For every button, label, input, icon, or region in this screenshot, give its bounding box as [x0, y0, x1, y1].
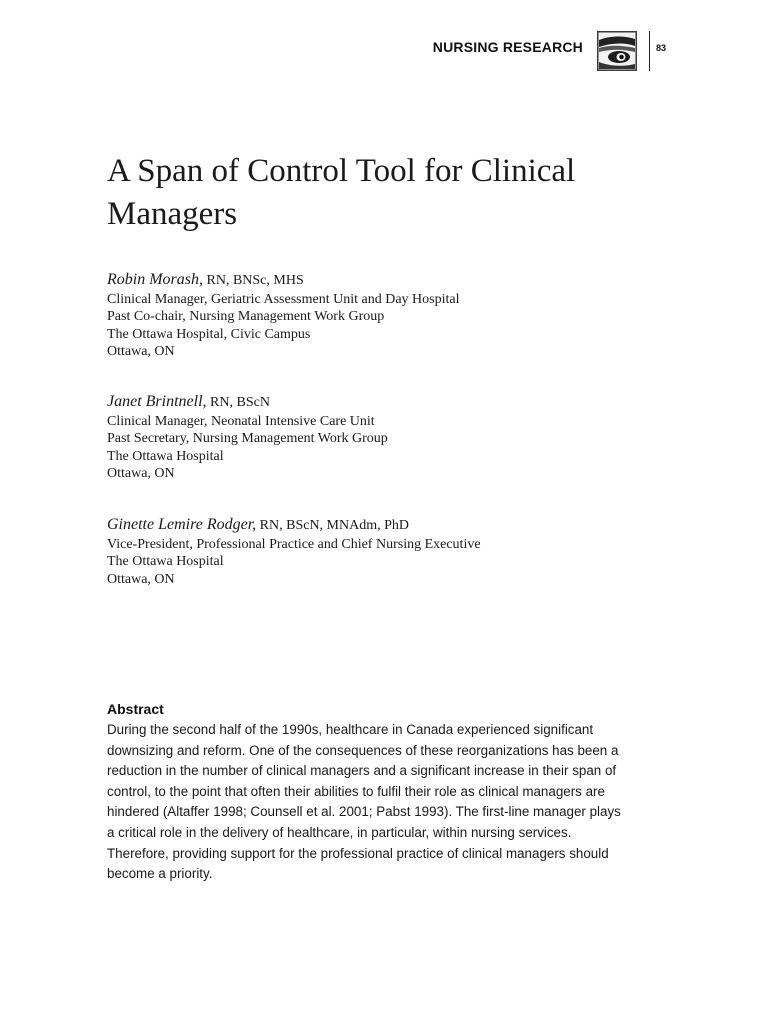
abstract-line: reduction in the number of clinical managers and a significant increase in their span of: [107, 763, 617, 779]
abstract-section: [107, 699, 652, 885]
author-block: [107, 516, 667, 588]
title-line-1: A Span of Control Tool for Clinical: [107, 153, 576, 189]
author-affiliation-line: Past Co-chair, Nursing Management Work Group: [107, 309, 385, 325]
abstract-line: control, to the point that often their abilities to fulfil their role as clinical managers are: [107, 783, 605, 799]
author-name: Ginette Lemire Rodger,: [107, 516, 257, 533]
author-credentials: RN, BScN, MNAdm, PhD: [256, 518, 410, 533]
article-title: [107, 150, 667, 236]
author-name-line: [107, 516, 667, 535]
author-affiliation-line: Clinical Manager, Geriatric Assessment Unit and Day Hospital: [107, 291, 460, 307]
header-divider: [649, 31, 650, 71]
author-name: Robin Morash,: [107, 271, 203, 288]
author-block: [107, 393, 667, 483]
author-name: Janet Brintnell,: [107, 393, 207, 410]
author-credentials: RN, BNSc, MHS: [203, 273, 304, 288]
section-label: NURSING RESEARCH: [432, 39, 583, 55]
author-credentials: RN, BScN: [206, 395, 270, 410]
author-affiliation-line: Clinical Manager, Neonatal Intensive Care Unit: [107, 413, 375, 429]
abstract-line: become a priority.: [107, 866, 213, 882]
author-affiliation-line: Ottawa, ON: [107, 466, 175, 482]
author-affiliation-line: Ottawa, ON: [107, 344, 175, 360]
abstract-line: Therefore, providing support for the professional practice of clinical managers should: [107, 845, 609, 861]
page-header: [0, 30, 768, 72]
author-affiliation-line: Past Secretary, Nursing Management Work Group: [107, 431, 388, 447]
author-block: [107, 271, 667, 361]
abstract-line: downsizing and reform. One of the consequences of these reorganizations has been a: [107, 742, 619, 758]
author-name-line: [107, 393, 667, 412]
author-affiliation-line: The Ottawa Hospital: [107, 554, 224, 570]
author-affiliation-line: The Ottawa Hospital, Civic Campus: [107, 326, 311, 342]
abstract-line: hindered (Altaffer 1998; Counsell et al. 2001; Pabst 1993). The first-line manager plays: [107, 804, 621, 820]
title-line-2: Managers: [107, 196, 238, 232]
abstract-line: a critical role in the delivery of healthcare, in particular, within nursing services.: [107, 824, 572, 840]
author-affiliation-line: The Ottawa Hospital: [107, 448, 224, 464]
author-affiliation-line: Vice-President, Professional Practice and Chief Nursing Executive: [107, 536, 481, 552]
author-name-line: [107, 271, 667, 290]
journal-logo-icon: [597, 31, 637, 71]
abstract-heading: Abstract: [107, 701, 164, 717]
abstract-line: During the second half of the 1990s, healthcare in Canada experienced significant: [107, 722, 594, 737]
author-affiliation-line: Ottawa, ON: [107, 571, 175, 587]
abstract-body: [107, 720, 652, 885]
page-number: 83: [656, 43, 667, 53]
